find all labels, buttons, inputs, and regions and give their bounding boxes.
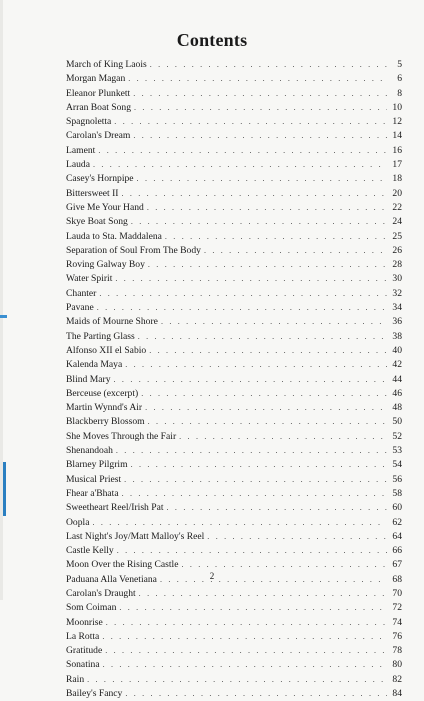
toc-entry-title: Chanter	[66, 287, 97, 299]
toc-entry-page: 50	[392, 416, 402, 428]
toc-entry	[66, 144, 402, 158]
toc-entry-title: Castle Kelly	[66, 545, 114, 557]
toc-entry-page: 58	[392, 487, 402, 499]
dot-leader	[115, 272, 387, 286]
toc-entry	[66, 458, 402, 472]
toc-entry-title: Pavane	[66, 302, 94, 314]
dot-leader	[116, 444, 387, 458]
dot-leader	[122, 487, 387, 501]
dot-leader	[165, 230, 387, 244]
toc-entry	[66, 473, 402, 487]
toc-entry-title: Lauda to Sta. Maddalena	[66, 230, 162, 242]
dot-leader	[145, 401, 387, 415]
toc-entry-title: Moon Over the Rising Castle	[66, 559, 179, 571]
toc-entry-page: 54	[392, 459, 402, 471]
toc-entry-page: 12	[392, 116, 402, 128]
toc-entry	[66, 115, 402, 129]
dot-leader	[131, 215, 387, 229]
toc-entry-title: Moonrise	[66, 616, 103, 628]
toc-entry-title: Carolan's Dream	[66, 130, 131, 142]
toc-entry-page: 53	[392, 445, 402, 457]
dot-leader	[207, 530, 387, 544]
dot-leader	[131, 458, 387, 472]
toc-entry-title: Bailey's Fancy	[66, 688, 123, 700]
toc-entry	[66, 587, 402, 601]
dot-leader	[121, 187, 387, 201]
toc-entry-page: 18	[392, 173, 402, 185]
dot-leader	[92, 516, 387, 530]
toc-entry-title: The Parting Glass	[66, 330, 135, 342]
toc-entry	[66, 344, 402, 358]
toc-entry	[66, 129, 402, 143]
toc-entry-page: 8	[397, 87, 402, 99]
toc-entry	[66, 330, 402, 344]
toc-entry-title: Rain	[66, 673, 85, 685]
toc-entry-title: Morgan Magan	[66, 73, 126, 85]
toc-entry-page: 36	[392, 316, 402, 328]
toc-entry-page: 62	[392, 516, 402, 528]
toc-entry-page: 67	[392, 559, 402, 571]
toc-entry-title: Blackberry Blossom	[66, 416, 145, 428]
dot-leader	[125, 358, 387, 372]
dot-leader	[133, 87, 387, 101]
toc-entry-title: Alfonso XII el Sabio	[66, 344, 147, 356]
toc-entry-title: Lament	[66, 144, 96, 156]
toc-entry-page: 64	[392, 530, 402, 542]
toc-entry-page: 60	[392, 502, 402, 514]
toc-entry	[66, 687, 402, 701]
toc-entry	[66, 444, 402, 458]
toc-entry	[66, 644, 402, 658]
toc-entry-page: 24	[392, 216, 402, 228]
toc-entry	[66, 530, 402, 544]
toc-entry	[66, 287, 402, 301]
contents-heading: Contents	[176, 30, 248, 50]
dot-leader	[124, 473, 387, 487]
toc-entry	[66, 187, 402, 201]
table-of-contents	[66, 58, 402, 701]
toc-entry-title: Bittersweet II	[66, 187, 119, 199]
toc-entry-title: Oopla	[66, 516, 90, 528]
toc-entry-page: 46	[392, 387, 402, 399]
toc-entry	[66, 373, 402, 387]
dot-leader	[134, 101, 387, 115]
toc-entry	[66, 301, 402, 315]
toc-entry-page: 74	[392, 616, 402, 628]
toc-entry	[66, 158, 402, 172]
toc-entry-page: 52	[392, 430, 402, 442]
dot-leader	[138, 330, 387, 344]
toc-entry	[66, 201, 402, 215]
toc-entry	[66, 658, 402, 672]
toc-entry-page: 56	[392, 473, 402, 485]
toc-entry-title: Berceuse (excerpt)	[66, 387, 139, 399]
toc-entry-page: 44	[392, 373, 402, 385]
toc-entry	[66, 544, 402, 558]
toc-entry-page: 48	[392, 402, 402, 414]
toc-entry-page: 78	[392, 645, 402, 657]
toc-entry-title: Lauda	[66, 159, 90, 171]
dot-leader	[148, 258, 387, 272]
toc-entry-page: 42	[392, 359, 402, 371]
toc-entry-title: Skye Boat Song	[66, 216, 128, 228]
toc-entry-page: 76	[392, 630, 402, 642]
dot-leader	[128, 72, 387, 86]
toc-entry-title: Water Spirit	[66, 273, 113, 285]
toc-entry	[66, 487, 402, 501]
toc-entry	[66, 401, 402, 415]
dot-leader	[147, 201, 387, 215]
toc-entry-title: March of King Laois	[66, 59, 147, 70]
toc-entry-title: She Moves Through the Fair	[66, 430, 177, 442]
toc-entry-title: Sweetheart Reel/Irish Pat	[66, 502, 164, 514]
toc-entry-title: Paduana Alla Venetiana	[66, 573, 157, 585]
toc-entry-page: 22	[392, 201, 402, 213]
dot-leader	[117, 544, 387, 558]
toc-entry-page: 84	[392, 688, 402, 700]
toc-entry-title: Give Me Your Hand	[66, 201, 144, 213]
toc-entry-title: Carolan's Draught	[66, 587, 136, 599]
toc-entry	[66, 630, 402, 644]
toc-entry-title: Eleanor Plunkett	[66, 87, 131, 99]
toc-entry-page: 40	[392, 344, 402, 356]
toc-entry-page: 10	[392, 101, 402, 113]
toc-entry-page: 32	[392, 287, 402, 299]
dot-leader	[102, 630, 387, 644]
dot-leader	[179, 430, 387, 444]
toc-entry-page: 38	[392, 330, 402, 342]
toc-entry-page: 14	[392, 130, 402, 142]
dot-leader	[87, 673, 387, 687]
dot-leader	[105, 644, 387, 658]
toc-entry	[66, 87, 402, 101]
dot-leader	[148, 415, 387, 429]
toc-entry-page: 34	[392, 302, 402, 314]
toc-entry-title: Maids of Mourne Shore	[66, 316, 158, 328]
toc-entry	[66, 230, 402, 244]
dot-leader	[141, 387, 387, 401]
dot-leader	[204, 244, 387, 258]
toc-entry-title: Casey's Hornpipe	[66, 173, 134, 185]
dot-leader	[119, 601, 387, 615]
page-tab-marker	[0, 315, 7, 318]
toc-entry	[66, 516, 402, 530]
toc-entry-title: Separation of Soul From The Body	[66, 244, 201, 256]
toc-entry-page: 17	[392, 159, 402, 171]
dot-leader	[167, 501, 387, 515]
toc-entry-title: Musical Priest	[66, 473, 122, 485]
toc-entry	[66, 172, 402, 186]
toc-entry	[66, 430, 402, 444]
toc-entry-page: 80	[392, 659, 402, 671]
toc-entry	[66, 101, 402, 115]
dot-leader	[99, 287, 387, 301]
toc-entry-page: 26	[392, 244, 402, 256]
toc-entry-title: Martin Wynnd's Air	[66, 402, 143, 414]
dot-leader	[103, 658, 387, 672]
toc-entry-title: Roving Galway Boy	[66, 259, 145, 271]
dot-leader	[149, 344, 387, 358]
toc-entry-title: Gratitude	[66, 645, 103, 657]
dot-leader	[114, 373, 387, 387]
toc-entry-title: Last Night's Joy/Matt Malloy's Reel	[66, 530, 205, 542]
dot-leader	[114, 115, 387, 129]
page-tab-marker	[3, 462, 6, 516]
toc-entry-page: 6	[397, 73, 402, 85]
toc-entry-title: Shenandoah	[66, 445, 113, 457]
toc-entry	[66, 501, 402, 515]
toc-entry	[66, 258, 402, 272]
toc-entry	[66, 673, 402, 687]
dot-leader	[125, 687, 387, 701]
toc-entry-title: Blind Mary	[66, 373, 111, 385]
toc-entry	[66, 415, 402, 429]
dot-leader	[139, 587, 387, 601]
toc-entry-title: Spagnoletta	[66, 116, 112, 128]
dot-leader	[97, 301, 387, 315]
dot-leader	[98, 144, 387, 158]
dot-leader	[161, 315, 387, 329]
toc-entry-title: La Rotta	[66, 630, 100, 642]
dot-leader	[137, 172, 387, 186]
page-number: 2	[209, 571, 215, 581]
toc-entry-page: 70	[392, 587, 402, 599]
toc-entry-page: 66	[392, 545, 402, 557]
dot-leader	[106, 616, 387, 630]
toc-entry	[66, 244, 402, 258]
toc-entry-title: Fhear a'Bhata	[66, 487, 119, 499]
toc-entry-title: Blarney Pilgrim	[66, 459, 128, 471]
toc-entry	[66, 72, 402, 86]
toc-entry	[66, 616, 402, 630]
toc-entry	[66, 387, 402, 401]
dot-leader	[133, 129, 387, 143]
toc-entry	[66, 315, 402, 329]
toc-entry-page: 30	[392, 273, 402, 285]
toc-entry	[66, 58, 402, 72]
toc-entry-title: Sonatina	[66, 659, 100, 671]
toc-entry	[66, 215, 402, 229]
toc-entry-title: Arran Boat Song	[66, 101, 132, 113]
toc-entry-page: 68	[392, 573, 402, 585]
dot-leader	[150, 58, 387, 72]
toc-entry-title: Som Coiman	[66, 602, 117, 614]
toc-entry-page: 82	[392, 673, 402, 685]
toc-entry-title: Kalenda Maya	[66, 359, 123, 371]
toc-entry	[66, 601, 402, 615]
toc-entry-page: 72	[392, 602, 402, 614]
toc-entry-page: 20	[392, 187, 402, 199]
toc-entry-page: 5	[397, 59, 402, 70]
toc-entry	[66, 272, 402, 286]
toc-entry-page: 16	[392, 144, 402, 156]
toc-entry	[66, 358, 402, 372]
toc-entry-page: 25	[392, 230, 402, 242]
dot-leader	[93, 158, 387, 172]
toc-entry-page: 28	[392, 259, 402, 271]
